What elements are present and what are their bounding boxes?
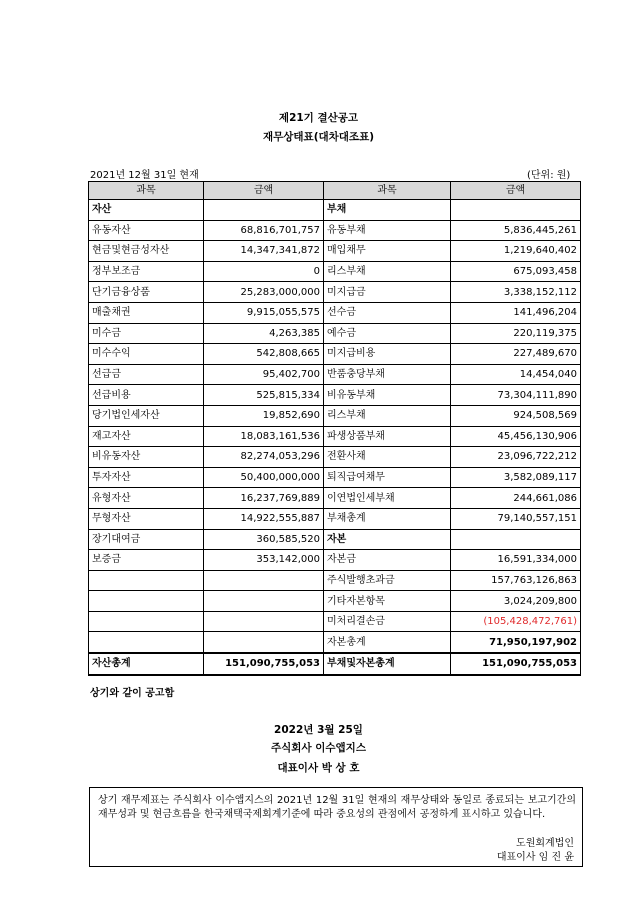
account-right: 전환사채 [324,447,451,468]
table-row [89,200,581,221]
account-left [89,632,204,653]
audit-opinion-text: 상기 재무제표는 주식회사 이수앱지스의 2021년 12월 31일 현재의 재무상태와 동일로 종료되는 보고기간의 재무성과 및 현금흐름을 한국채택국제회계기준에 따라 중요성의 관점에서 공정하게 표시하고 있습니다. [98,795,576,820]
total-row [89,653,581,675]
table-row [89,385,581,406]
account-left: 재고자산 [89,426,204,447]
account-right: 퇴직급여채무 [324,467,451,488]
amount-left [204,591,324,612]
account-right: 미지급비용 [324,344,451,365]
account-right: 자본금 [324,550,451,571]
amount-left: 14,922,555,887 [204,508,324,529]
amount-left: 542,808,665 [204,344,324,365]
account-left: 무형자산 [89,508,204,529]
amount-right: 71,950,197,902 [451,632,581,653]
table-row [89,344,581,365]
balance-sheet-table [88,181,581,676]
header-amount-left: 금액 [204,182,324,200]
account-left: 장기대여금 [89,529,204,550]
amount-right: 227,489,670 [451,344,581,365]
amount-left: 18,083,161,536 [204,426,324,447]
table-row [89,632,581,653]
account-right: 미지급금 [324,282,451,303]
table-row [89,220,581,241]
amount-right: 924,508,569 [451,405,581,426]
amount-right: 675,093,458 [451,261,581,282]
account-left: 당기법인세자산 [89,405,204,426]
account-right: 리스부채 [324,405,451,426]
account-right: 반품충당부채 [324,364,451,385]
announce-text: 상기와 같이 공고함 [90,688,175,699]
table-row [89,591,581,612]
table-row [89,488,581,509]
amount-left: 82,274,053,296 [204,447,324,468]
table-row [89,447,581,468]
amount-right: 16,591,334,000 [451,550,581,571]
account-left: 정부보조금 [89,261,204,282]
account-right: 비유동부채 [324,385,451,406]
table-row [89,529,581,550]
account-left [89,591,204,612]
account-right: 선수금 [324,302,451,323]
amount-left: 360,585,520 [204,529,324,550]
account-left: 유형자산 [89,488,204,509]
amount-left [204,611,324,632]
account-right: 리스부채 [324,261,451,282]
amount-right: 73,304,111,890 [451,385,581,406]
header-amount-right: 금액 [451,182,581,200]
account-right: 부채총계 [324,508,451,529]
account-left: 선급금 [89,364,204,385]
account-right: 부채 [324,200,451,221]
account-left: 유동자산 [89,220,204,241]
table-row [89,405,581,426]
amount-left: 4,263,385 [204,323,324,344]
amount-right: 157,763,126,863 [451,570,581,591]
amount-left: 525,815,334 [204,385,324,406]
account-left: 미수수익 [89,344,204,365]
header-account-right: 과목 [324,182,451,200]
amount-right [451,200,581,221]
table-row [89,550,581,571]
table-row [89,467,581,488]
table-row [89,302,581,323]
notice-title: 제21기 결산공고 [278,112,359,124]
amount-left: 68,816,701,757 [204,220,324,241]
table-row [89,364,581,385]
table-header-row [89,182,581,200]
account-left: 투자자산 [89,467,204,488]
amount-left: 0 [204,261,324,282]
account-left: 현금및현금성자산 [89,241,204,262]
table-row [89,261,581,282]
amount-right: 79,140,557,151 [451,508,581,529]
table-row [89,241,581,262]
account-left: 비유동자산 [89,447,204,468]
account-left [89,611,204,632]
account-left: 자산 [89,200,204,221]
header-account-left: 과목 [89,182,204,200]
unit-label: (단위: 원) [527,170,571,181]
account-left: 미수금 [89,323,204,344]
account-left: 선급비용 [89,385,204,406]
amount-right: 141,496,204 [451,302,581,323]
account-right: 기타자본항목 [324,591,451,612]
table-row [89,426,581,447]
account-left: 매출채권 [89,302,204,323]
amount-right: 3,338,152,112 [451,282,581,303]
amount-left: 16,237,769,889 [204,488,324,509]
amount-right [451,529,581,550]
amount-right: 220,119,375 [451,323,581,344]
amount-right: 244,661,086 [451,488,581,509]
amount-left: 95,402,700 [204,364,324,385]
amount-left: 19,852,690 [204,405,324,426]
amount-left [204,200,324,221]
amount-left [204,632,324,653]
amount-right: 1,219,640,402 [451,241,581,262]
audit-firm: 도원회계법인 [516,838,574,849]
account-right: 파생상품부채 [324,426,451,447]
table-row [89,570,581,591]
table-row [89,323,581,344]
account-right: 주식발행초과금 [324,570,451,591]
amount-left: 353,142,000 [204,550,324,571]
account-left [89,570,204,591]
account-right: 매입채무 [324,241,451,262]
amount-left: 14,347,341,872 [204,241,324,262]
account-right: 미처리결손금 [324,611,451,632]
company-name: 주식회사 이수앱지스 [271,742,366,754]
audit-representative: 대표이사 임 진 윤 [496,852,574,863]
account-right: 예수금 [324,323,451,344]
amount-left [204,570,324,591]
amount-right: 45,456,130,906 [451,426,581,447]
notice-subtitle: 재무상태표(대차대조표) [262,131,375,143]
amount-left: 9,915,055,575 [204,302,324,323]
account-left: 단기금융상품 [89,282,204,303]
account-right: 이연법인세부채 [324,488,451,509]
audit-opinion-box [89,787,583,867]
table-row [89,282,581,303]
amount-right: 3,582,089,117 [451,467,581,488]
amount-left: 50,400,000,000 [204,467,324,488]
amount-right: 3,024,209,800 [451,591,581,612]
account-left: 보증금 [89,550,204,571]
total-assets-amount: 151,090,755,053 [204,653,324,675]
publication-date: 2022년 3월 25일 [274,724,363,736]
account-right: 자본총계 [324,632,451,653]
ceo-name: 대표이사 박 상 호 [277,762,360,774]
total-liab-equity-label: 부채및자본총계 [324,653,451,675]
amount-right: 14,454,040 [451,364,581,385]
statement-date: 2021년 12월 31일 현재 [90,170,199,181]
account-right: 자본 [324,529,451,550]
balance-sheet-body [89,200,581,654]
table-row [89,508,581,529]
amount-right: 23,096,722,212 [451,447,581,468]
account-right: 유동부채 [324,220,451,241]
amount-right: (105,428,472,761) [451,611,581,632]
amount-right: 5,836,445,261 [451,220,581,241]
total-assets-label: 자산총계 [89,653,204,675]
total-liab-equity-amount: 151,090,755,053 [451,653,581,675]
table-row [89,611,581,632]
amount-left: 25,283,000,000 [204,282,324,303]
